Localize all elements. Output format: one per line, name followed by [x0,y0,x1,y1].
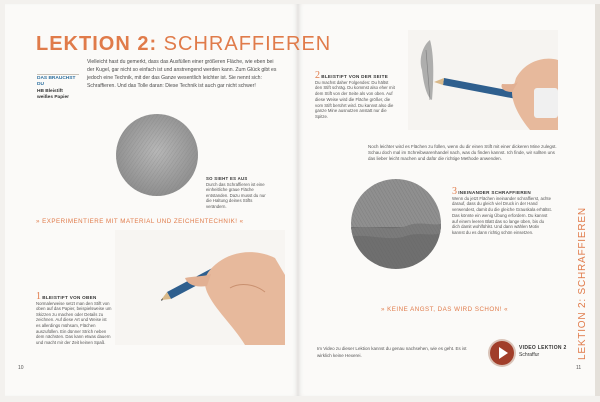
video-hint-text: Im Video zu dieser Lektion kannst du genau nachsehen, wie es geht. Es ist wirklich keine Hexerei. [317,346,467,358]
page-number-left: 10 [18,365,24,371]
materials-box [37,74,79,102]
materials-item: weißes Papier [37,95,69,101]
lesson-title-rest: SCHRAFFIEREN [157,33,332,55]
video-lesson-title: VIDEO LEKTION 2 [519,345,567,351]
intro-paragraph: Vielleicht hast du gemerkt, dass das Ausfüllen einer größeren Fläche, wie eben bei der Kugel, gar nicht so einfach ist und anstrengend werden kann. Zum Glück gibt es jedoch eine Technik, mit der das Ganze wesentlich leichter ist. Sie nennt sich: Schraffieren. Und das Tolle daran: Diese Technik ist auch gar nicht schwer! [87,59,277,89]
step-3-title: INEINANDER SCHRAFFIEREN [458,190,531,195]
step-2 [315,70,395,120]
overlapping-hatch-circle-image [349,177,443,271]
result-caption-heading: SO SIEHT ES AUS [206,176,248,181]
pencil-side-photo [408,30,558,130]
experiment-banner: » EXPERIMENTIERE MIT MATERIAL UND ZEICHENTECHNIK! « [36,218,244,225]
step-2-title: BLEISTIFT VON DER SEITE [321,74,389,79]
video-lesson-label[interactable] [519,345,567,359]
thicker-lead-paragraph: Noch leichter wird es Flächen zu füllen, wenn du dir einen Stift mit einer dickeren Mine zulegst. Schau doch mal im Schreibwarenhandel nach, was du finden kannst. Ich finde, wir sollten uns das lieber leicht machen und dafür die richtige Methode anwenden. [368,144,557,162]
play-video-icon[interactable] [490,341,514,365]
hatched-circle-image [115,113,199,197]
page-edge [595,4,600,396]
vertical-chapter-title: LEKTION 2: SCHRAFFIEREN [577,207,588,360]
hand-pencil-photo [115,230,285,345]
step-3-number: 3 [452,186,457,197]
video-lesson-subtitle: Schraffur [519,352,540,358]
step-1-text: Normalerweise setzt man den Stift von oben auf das Papier, beispielsweise um Skizzen zu machen oder Details zu zeichnen. Auf diese Art und Weise ist es allerdings mühsam, Flächen auszufüllen. Ein dünner Strich neben dem nächsten. Das kann etwas dauern und macht mir der Zeit keinen Spaß. [36,300,112,345]
result-caption-text: Durch das Schraffieren ist eine einheitliche graue Fläche entstanden. Dazu musst du nur die Haltung deines Stifts verändern. [206,181,266,209]
step-1 [36,291,112,345]
lesson-title-bold: LEKTION 2: [36,33,158,55]
step-2-number: 2 [315,70,320,81]
result-caption [206,176,272,210]
step-1-number: 1 [36,291,41,302]
materials-heading: DAS BRAUCHST DU [37,74,79,89]
page-number-right: 11 [576,365,582,371]
materials-item: HB Bleistift [37,88,63,94]
lesson-title [36,33,331,56]
step-3-text: Wenn du jetzt Flächen ineinander schraffierst, achte darauf, dass du gleich viel Druck in der Hand verwendest, damit du die gleiche Grauskala erhältst. Das könnte ein wenig Übung erfordern. Du kannst auf einem leeren Blatt das so lange üben, bis du dich damit wohlfühlst. Und dann wählen Motiv kannst du es dann richtig schön einsetzen. [452,195,552,235]
step-3 [452,186,552,236]
step-1-title: BLEISTIFT VON OBEN [42,295,97,300]
step-2-text: Du machst daher Folgendes: Du hältst den Stift schräg. Du kommst also eher mit dem Stift von der Seite als von oben. Auf diese Weise wird die Fläche größer, die vom Stift berührt wird. Du kannst also die ganze Mine ausnutzen anstatt nur die Spitze. [315,79,395,119]
encouragement-banner: » KEINE ANGST, DAS WIRD SCHON! « [381,306,509,313]
